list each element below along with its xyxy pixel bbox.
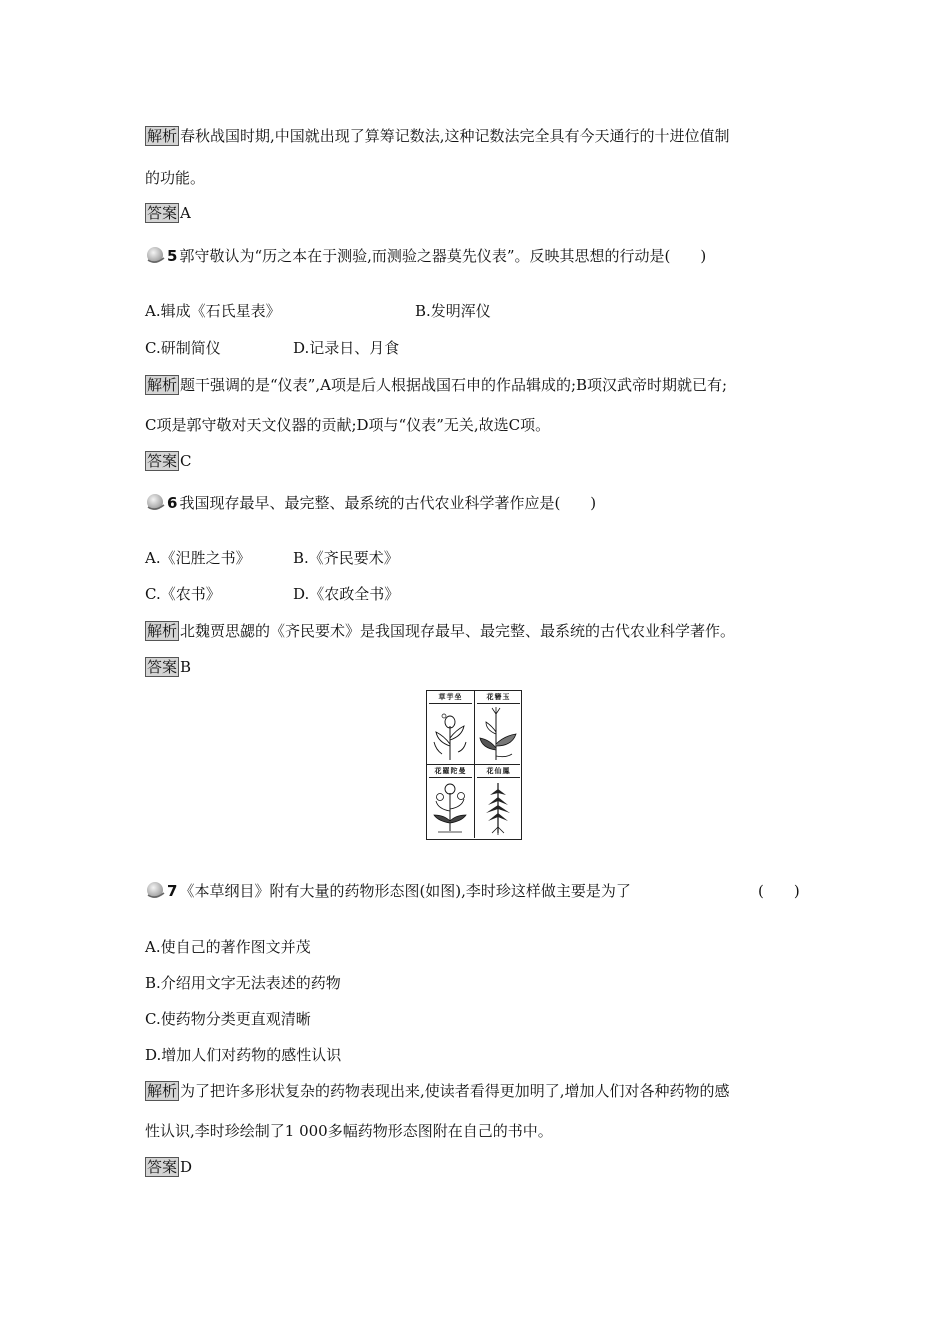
option-a: A.《汜胜之书》	[145, 549, 251, 567]
question-marker-icon	[145, 492, 165, 512]
option-c: C.研制简仪	[145, 339, 221, 357]
analysis-line	[145, 620, 735, 642]
answer-line	[145, 202, 191, 224]
question-text: 郭守敬认为“历之本在于测验,而测验之器莫先仪表”。反映其思想的行动是( )	[179, 247, 707, 265]
answer-tag: 答案	[147, 452, 178, 470]
option-b: B.介绍用文字无法表述的药物	[145, 974, 341, 992]
option-d: D.《农政全书》	[293, 585, 400, 603]
figure-cell	[475, 691, 522, 765]
analysis-text: 的功能。	[145, 169, 206, 187]
analysis-line	[145, 1120, 553, 1142]
answer-value: A	[180, 204, 191, 222]
option-b: B.发明浑仪	[415, 302, 491, 320]
analysis-tag: 解析	[147, 1082, 178, 1100]
herbal-illustration-figure	[426, 690, 522, 840]
answer-tag: 答案	[147, 204, 178, 222]
question-6-stem	[167, 492, 596, 514]
option-b: B.《齐民要术》	[293, 549, 399, 567]
answer-parentheses: ( )	[758, 882, 800, 900]
analysis-line	[145, 125, 730, 147]
analysis-line	[145, 374, 727, 396]
question-text: 我国现存最早、最完整、最系统的古代农业科学著作应是( )	[179, 494, 597, 512]
figure-cell	[427, 691, 474, 765]
analysis-text: C项是郭守敬对天文仪器的贡献;D项与“仪表”无关,故选C项。	[145, 416, 551, 434]
figure-label: 花簪玉	[486, 693, 511, 701]
analysis-line	[145, 414, 550, 436]
analysis-line	[145, 1080, 730, 1102]
option-a: A.辑成《石氏星表》	[145, 302, 281, 320]
plant-icon	[430, 706, 470, 762]
figure-cell	[427, 765, 474, 839]
analysis-line	[145, 167, 205, 189]
question-marker-icon	[145, 880, 165, 900]
figure-cell	[475, 765, 522, 839]
question-number: 5	[167, 247, 178, 265]
answer-value: D	[180, 1158, 193, 1176]
question-number: 6	[167, 494, 178, 512]
answer-value: C	[180, 452, 192, 470]
figure-label: 花羅陀曼	[434, 767, 467, 775]
option-c: C.《农书》	[145, 585, 221, 603]
answer-tag: 答案	[147, 658, 178, 676]
question-5-stem	[167, 245, 706, 267]
plant-icon	[478, 706, 518, 762]
analysis-text: 为了把许多形状复杂的药物表现出来,使读者看得更加明了,增加人们对各种药物的感	[180, 1082, 730, 1100]
plant-icon	[430, 779, 470, 837]
plant-icon	[478, 779, 518, 837]
answer-line	[145, 1156, 192, 1178]
analysis-text: 北魏贾思勰的《齐民要术》是我国现存最早、最完整、最系统的古代农业科学著作。	[180, 622, 736, 640]
answer-tag: 答案	[147, 1158, 178, 1176]
analysis-tag: 解析	[147, 127, 178, 145]
analysis-text: 题干强调的是“仪表”,A项是后人根据战国石申的作品辑成的;B项汉武帝时期就已有;	[180, 376, 728, 394]
option-d: D.记录日、月食	[293, 339, 400, 357]
answer-line	[145, 656, 191, 678]
analysis-tag: 解析	[147, 622, 178, 640]
analysis-tag: 解析	[147, 376, 178, 394]
answer-value: B	[180, 658, 192, 676]
figure-label: 花仙鳳	[486, 767, 511, 775]
question-text: 《本草纲目》附有大量的药物形态图(如图),李时珍这样做主要是为了	[179, 882, 631, 900]
option-a: A.使自己的著作图文并茂	[145, 938, 311, 956]
option-d: D.增加人们对药物的感性认识	[145, 1046, 342, 1064]
analysis-text: 春秋战国时期,中国就出现了算筹记数法,这种记数法完全具有今天通行的十进位值制	[180, 127, 730, 145]
analysis-text: 性认识,李时珍绘制了1 000多幅药物形态图附在自己的书中。	[145, 1122, 553, 1140]
question-number: 7	[167, 882, 178, 900]
figure-label: 草芋坐	[438, 693, 463, 701]
question-7-stem	[167, 880, 631, 902]
option-c: C.使药物分类更直观清晰	[145, 1010, 311, 1028]
question-marker-icon	[145, 245, 165, 265]
answer-line	[145, 450, 192, 472]
